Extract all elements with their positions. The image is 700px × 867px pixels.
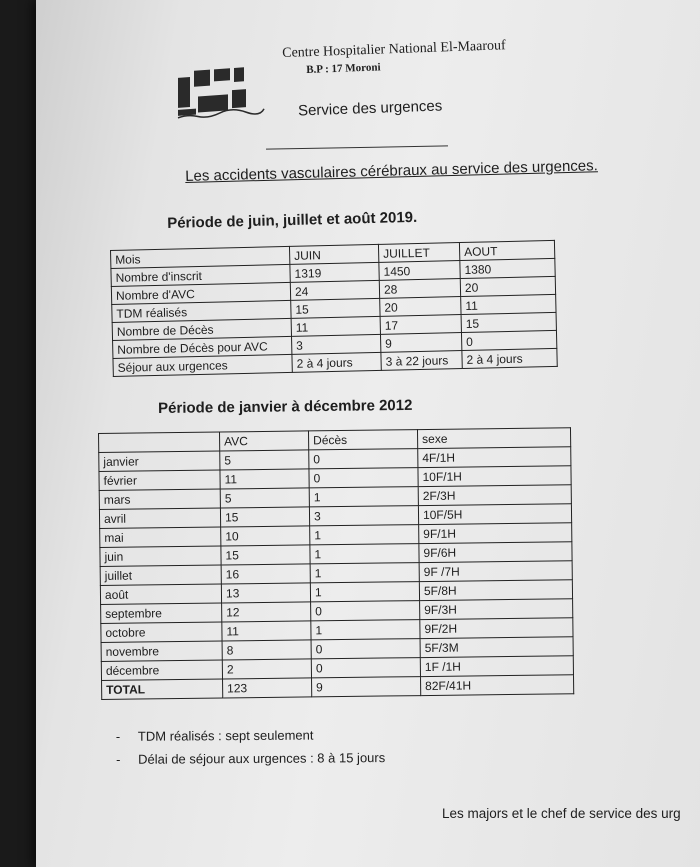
table-cell: 1319: [290, 262, 379, 282]
table-cell: 1: [310, 582, 419, 602]
table-cell: 3 à 22 jours: [381, 351, 462, 371]
table-cell: 0: [309, 468, 418, 488]
table-cell: 1450: [379, 261, 460, 281]
hospital-address: B.P : 17 Moroni: [306, 61, 381, 76]
table-cell: juillet: [100, 565, 221, 585]
table-cell: mai: [100, 527, 221, 547]
table-cell: 15: [291, 298, 380, 318]
table-cell: 9F/6H: [419, 542, 572, 563]
total-cell: 123: [223, 678, 312, 698]
header-cell: Mois: [111, 246, 290, 268]
table-cell: février: [99, 470, 220, 490]
table-cell: 11: [220, 469, 309, 489]
table-cell: 0: [311, 601, 420, 621]
hospital-logo: [176, 64, 268, 122]
table-cell: 1: [310, 563, 419, 583]
table-cell: 9F/2H: [420, 618, 573, 639]
table-cell: 0: [309, 449, 418, 469]
table-cell: 1: [311, 620, 420, 640]
table-cell: Séjour aux urgences: [113, 354, 292, 376]
document-title: Les accidents vasculaires cérébraux au service des urgences.: [185, 157, 599, 185]
period-title-2012: Période de janvier à décembre 2012: [158, 396, 413, 417]
table-cell: 20: [460, 276, 555, 296]
note-text: Délai de séjour aux urgences : 8 à 15 jours: [138, 750, 386, 767]
table-cell: 5: [220, 488, 309, 508]
header-cell: sexe: [417, 428, 570, 449]
table-cell: Nombre d'AVC: [111, 282, 290, 304]
table-cell: 13: [221, 583, 310, 603]
table-cell: septembre: [101, 603, 222, 623]
table-cell: 16: [221, 564, 310, 584]
table-cell: 5F/8H: [419, 580, 572, 601]
table-cell: 15: [221, 545, 310, 565]
table-cell: 10F/1H: [418, 466, 571, 487]
table-cell: 8: [222, 640, 311, 660]
table-cell: 1: [310, 525, 419, 545]
table-cell: Nombre de Décès pour AVC: [113, 336, 292, 358]
signature-line: Les majors et le chef de service des urg: [442, 806, 681, 821]
table-cell: 20: [380, 297, 461, 317]
table-cell: 5: [220, 450, 309, 470]
table-cell: 0: [311, 639, 420, 659]
table-cell: 2 à 4 jours: [292, 352, 381, 372]
table-cell: 9F /7H: [419, 561, 572, 582]
table-cell: 9F/1H: [419, 523, 572, 544]
bullet-dash: -: [115, 728, 121, 744]
table-cell: juin: [100, 546, 221, 566]
notes-list: [116, 727, 385, 775]
table-cell: 1: [310, 544, 419, 564]
table-cell: 11: [222, 621, 311, 641]
header-cell: Décès: [308, 430, 417, 450]
header-cell: JUILLET: [378, 243, 459, 263]
period-title-2019: Période de juin, juillet et août 2019.: [167, 208, 418, 232]
table-cell: 0: [311, 658, 420, 678]
table-cell: TDM réalisés: [112, 300, 291, 322]
header-cell: AOUT: [459, 240, 554, 260]
total-cell: 9: [312, 677, 421, 697]
table-cell: 15: [220, 507, 309, 527]
table-cell: 9: [380, 333, 461, 353]
table-cell: décembre: [101, 660, 222, 680]
table-cell: août: [100, 584, 221, 604]
table-cell: 10: [221, 526, 310, 546]
table-cell: 2 à 4 jours: [462, 348, 557, 368]
table-cell: 17: [380, 315, 461, 335]
table-cell: 12: [222, 602, 311, 622]
note-text: TDM réalisés : sept seulement: [137, 727, 314, 744]
table-cell: 1F /1H: [420, 656, 573, 677]
bullet-dash: -: [116, 751, 121, 767]
table-cell: mars: [99, 489, 220, 509]
header-cell: [99, 432, 220, 452]
table-2019: [110, 240, 558, 377]
table-cell: 2: [222, 659, 311, 679]
table-cell: 3: [309, 506, 418, 526]
table-cell: 1: [309, 487, 418, 507]
hospital-name: Centre Hospitalier National El-Maarouf: [282, 38, 506, 61]
table-cell: 5F/3M: [420, 637, 573, 658]
table-cell: 11: [291, 316, 380, 336]
table-cell: octobre: [101, 622, 222, 642]
note-item: [116, 727, 385, 744]
table-cell: 1380: [460, 258, 555, 278]
table-cell: novembre: [101, 641, 222, 661]
table-cell: janvier: [99, 451, 220, 471]
table-cell: 10F/5H: [418, 504, 571, 525]
total-label-cell: TOTAL: [102, 679, 223, 699]
table-cell: 0: [461, 330, 556, 350]
table-cell: 24: [290, 280, 379, 300]
service-name: Service des urgences: [297, 97, 443, 120]
table-cell: 11: [461, 294, 556, 314]
table-cell: 4F/1H: [418, 447, 571, 468]
table-2012: [98, 427, 574, 700]
header-cell: AVC: [219, 431, 308, 451]
table-cell: 2F/3H: [418, 485, 571, 506]
header-cell: JUIN: [289, 244, 378, 264]
total-cell: 82F/41H: [420, 675, 573, 696]
table-cell: Nombre d'inscrit: [111, 264, 290, 286]
table-cell: avril: [99, 508, 220, 528]
table-cell: 9F/3H: [420, 599, 573, 620]
table-cell: Nombre de Décès: [112, 318, 291, 340]
table-cell: 28: [379, 279, 460, 299]
note-item: [116, 750, 385, 767]
table-cell: 15: [461, 312, 556, 332]
table-cell: 3: [292, 334, 381, 354]
